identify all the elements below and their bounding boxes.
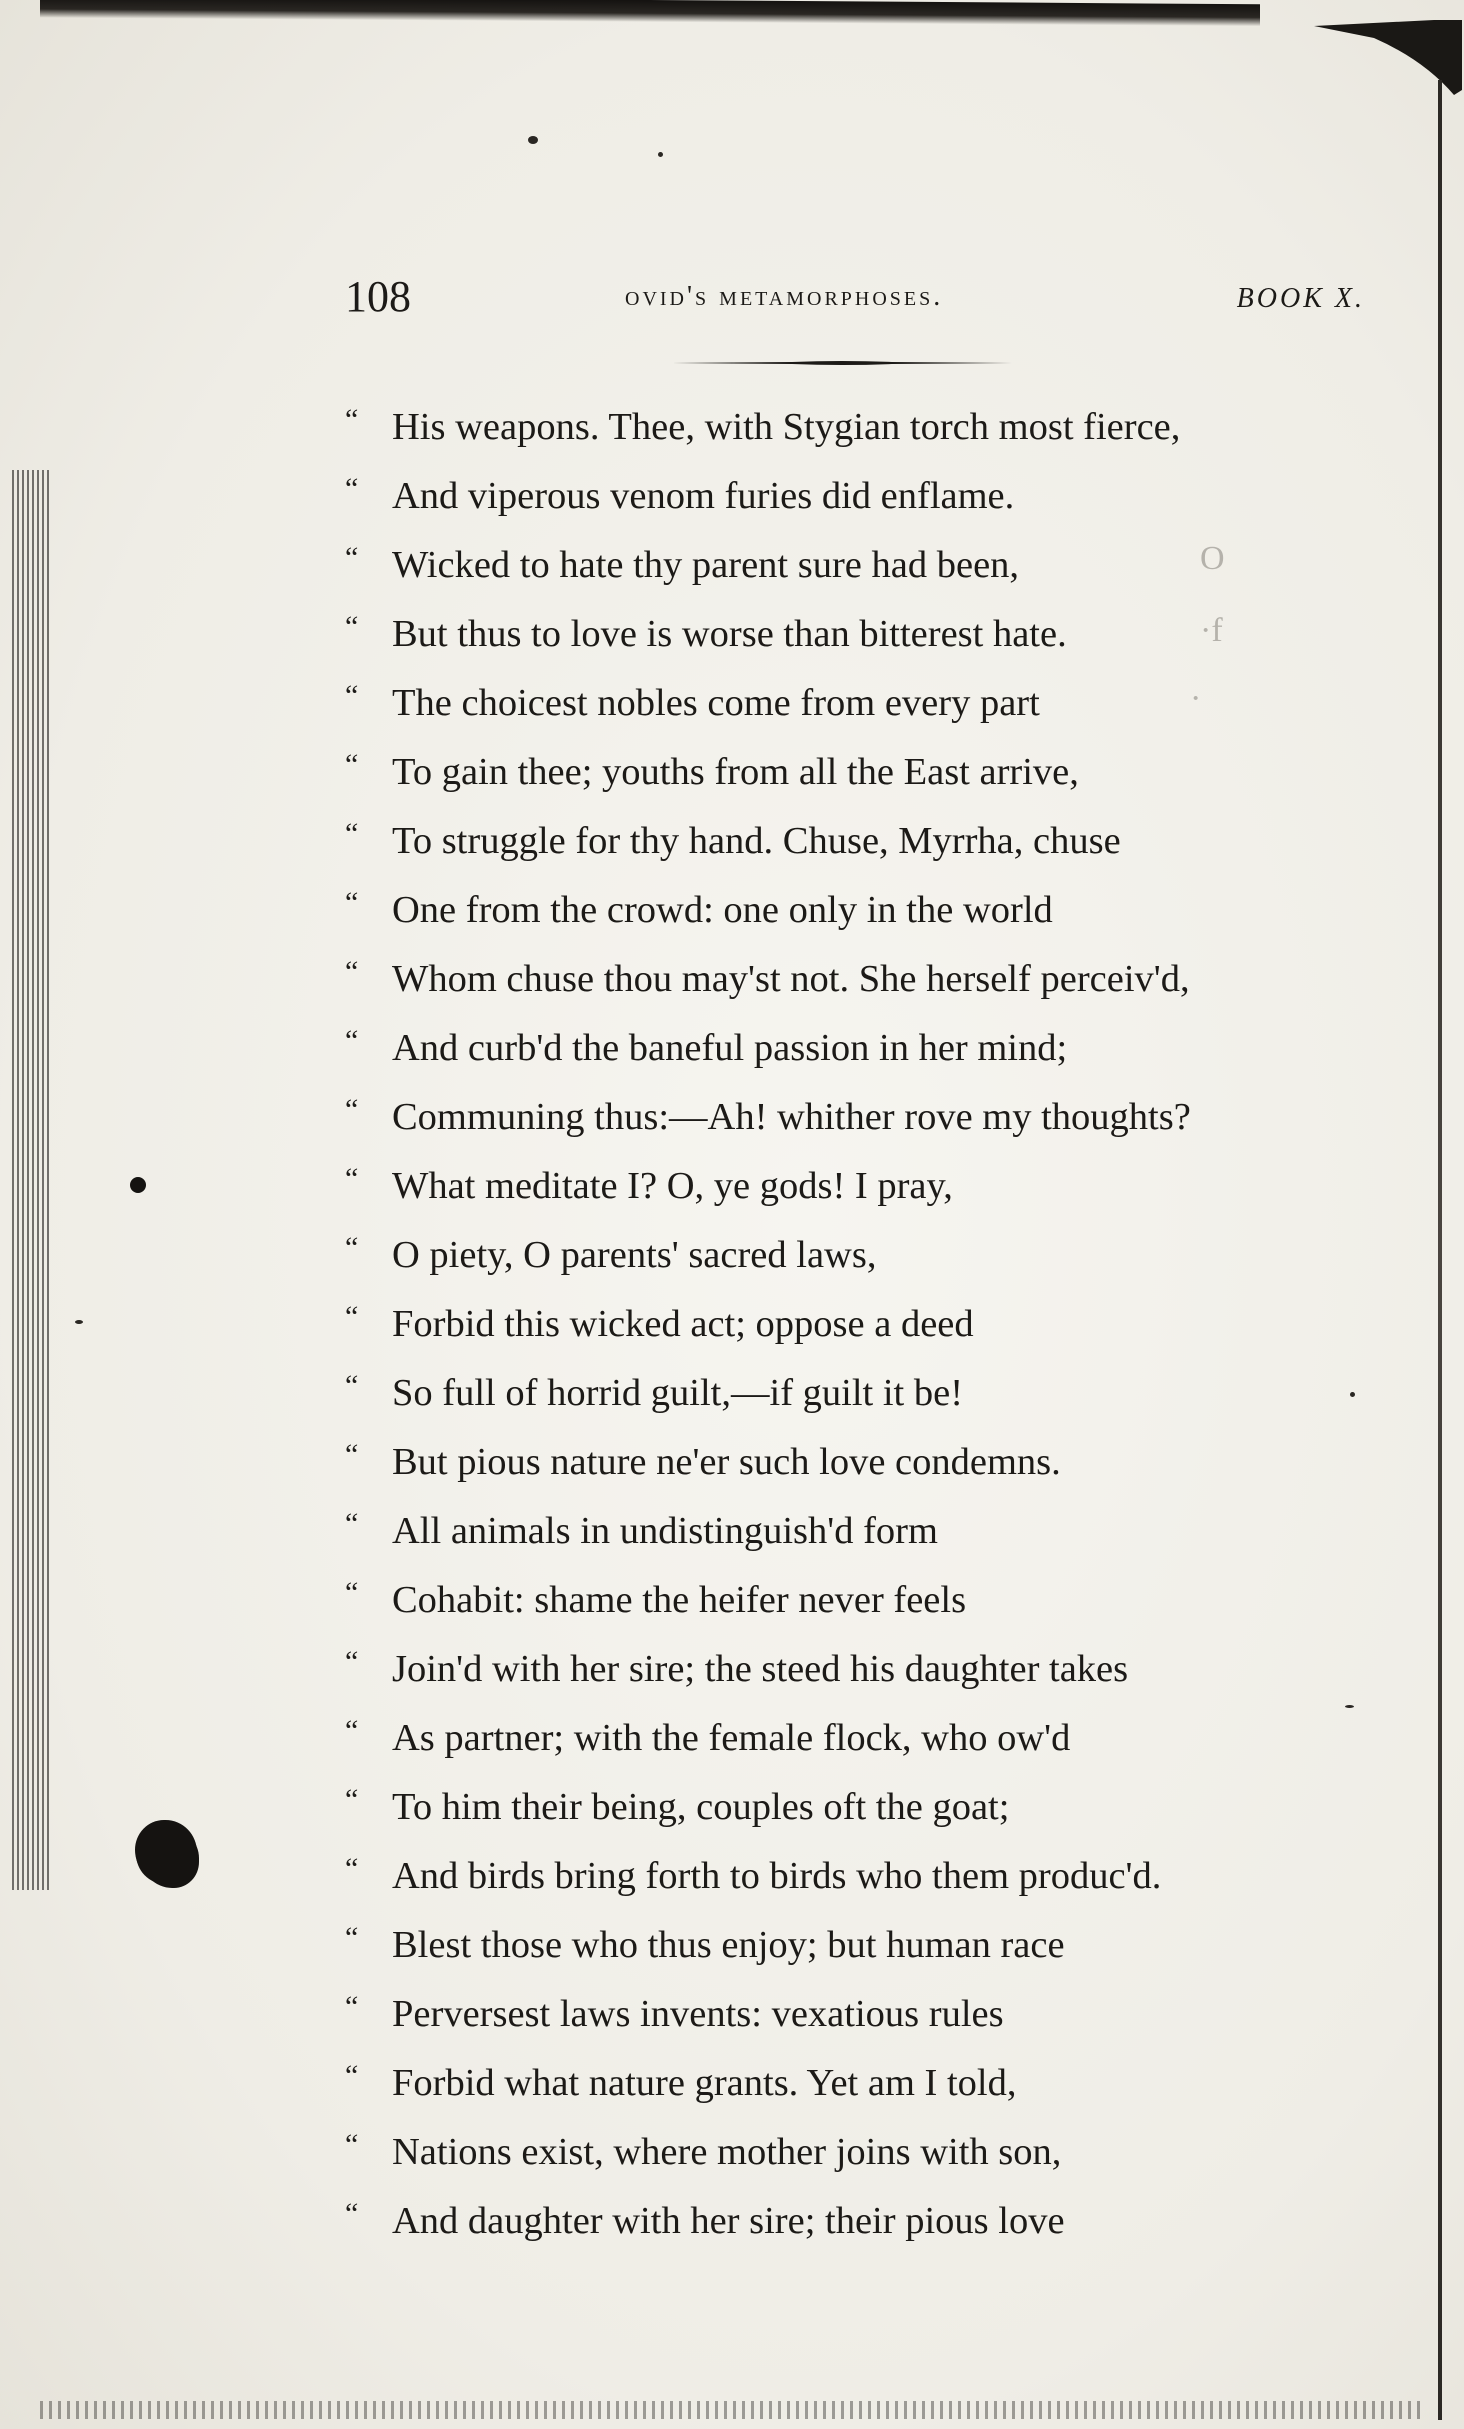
verse-line [345,1364,1385,1433]
opening-quotation-mark: “ [345,1438,359,1471]
opening-quotation-mark: “ [345,886,359,919]
ink-blot [135,1820,197,1884]
verse-line-text: Wicked to hate thy parent sure had been, [392,544,1020,586]
opening-quotation-mark: “ [345,610,359,643]
verse-line-text: Communing thus:—Ah! whither rove my thoughts? [392,1096,1191,1138]
bleed-through-fragment: · [1190,680,1202,717]
opening-quotation-mark: “ [345,955,359,988]
verse-line [345,1778,1385,1847]
verse-line-text: O piety, O parents' sacred laws, [392,1234,877,1276]
verse-line [345,1985,1385,2054]
opening-quotation-mark: “ [345,1162,359,1195]
scan-top-edge-shadow [40,0,1260,26]
verse-line [345,1502,1385,1571]
verse-line [345,398,1385,467]
opening-quotation-mark: “ [345,2128,359,2161]
verse-line [345,1571,1385,1640]
verse-line-text: And daughter with her sire; their pious love [392,2200,1065,2242]
opening-quotation-mark: “ [345,1231,359,1264]
verse-line-text: To him their being, couples oft the goat; [392,1786,1010,1828]
verse-line [345,1847,1385,1916]
verse-line [345,812,1385,881]
verse-line-text: And viperous venom furies did enflame. [392,475,1015,517]
verse-line-text: And curb'd the baneful passion in her mind; [392,1027,1068,1069]
verse-line-text: What meditate I? O, ye gods! I pray, [392,1165,953,1207]
verse-line [345,1226,1385,1295]
verse-line-text: All animals in undistinguish'd form [392,1510,938,1552]
verse-line [345,881,1385,950]
speck [75,1320,83,1324]
opening-quotation-mark: “ [345,1921,359,1954]
verse-text [345,398,1385,2261]
speck [528,136,538,144]
verse-line-text: To struggle for thy hand. Chuse, Myrrha, chuse [392,820,1121,862]
verse-line [345,605,1385,674]
opening-quotation-mark: “ [345,2197,359,2230]
verse-line-text: To gain thee; youths from all the East arrive, [392,751,1079,793]
verse-line [345,1295,1385,1364]
opening-quotation-mark: “ [345,1300,359,1333]
book-label: BOOK X. [1236,283,1365,314]
ink-spot [130,1177,146,1193]
opening-quotation-mark: “ [345,403,359,436]
bleed-through-fragment: ·f [1200,612,1223,649]
verse-line [345,1157,1385,1226]
opening-quotation-mark: “ [345,1783,359,1816]
opening-quotation-mark: “ [345,1645,359,1678]
verse-line [345,467,1385,536]
verse-line [345,2123,1385,2192]
opening-quotation-mark: “ [345,472,359,505]
verse-line-text: Forbid what nature grants. Yet am I told, [392,2062,1017,2104]
verse-line-text: As partner; with the female flock, who ow'd [392,1717,1071,1759]
header-rule [672,360,1012,366]
verse-line [345,1433,1385,1502]
verse-line [345,1709,1385,1778]
verse-line-text: Blest those who thus enjoy; but human race [392,1924,1065,1966]
bleed-through-fragment: O [1200,540,1225,577]
verse-line-text: So full of horrid guilt,—if guilt it be! [392,1372,964,1414]
speck [658,152,663,157]
running-title: ovid's metamorphoses. [625,281,944,312]
verse-line [345,950,1385,1019]
verse-line [345,743,1385,812]
page-header [345,272,1365,322]
verse-line-text: And birds bring forth to birds who them produc'd. [392,1855,1162,1897]
verse-line [345,1640,1385,1709]
verse-line-text: His weapons. Thee, with Stygian torch most fierce, [392,406,1181,448]
scan-left-binding-marks [12,470,52,1890]
opening-quotation-mark: “ [345,1852,359,1885]
verse-line [345,2054,1385,2123]
scan-bottom-edge [40,2401,1420,2419]
scan-right-edge [1438,80,1442,2420]
opening-quotation-mark: “ [345,1714,359,1747]
verse-line [345,1916,1385,1985]
opening-quotation-mark: “ [345,748,359,781]
verse-line-text: The choicest nobles come from every part [392,682,1040,724]
opening-quotation-mark: “ [345,679,359,712]
opening-quotation-mark: “ [345,1990,359,2023]
verse-line [345,1019,1385,1088]
opening-quotation-mark: “ [345,1093,359,1126]
verse-line-text: But pious nature ne'er such love condemns. [392,1441,1061,1483]
verse-line-text: One from the crowd: one only in the world [392,889,1053,931]
page-number: 108 [345,272,411,321]
verse-line [345,536,1385,605]
verse-line-text: Join'd with her sire; the steed his daughter takes [392,1648,1129,1690]
verse-line-text: Nations exist, where mother joins with son, [392,2131,1062,2173]
verse-line [345,1088,1385,1157]
opening-quotation-mark: “ [345,1024,359,1057]
opening-quotation-mark: “ [345,817,359,850]
verse-line-text: But thus to love is worse than bitterest hate. [392,613,1067,655]
opening-quotation-mark: “ [345,1369,359,1402]
opening-quotation-mark: “ [345,1576,359,1609]
verse-line [345,2192,1385,2261]
opening-quotation-mark: “ [345,1507,359,1540]
verse-line [345,674,1385,743]
verse-line-text: Whom chuse thou may'st not. She herself perceiv'd, [392,958,1190,1000]
verse-line-text: Perversest laws invents: vexatious rules [392,1993,1004,2035]
opening-quotation-mark: “ [345,541,359,574]
verse-line-text: Forbid this wicked act; oppose a deed [392,1303,974,1345]
verse-line-text: Cohabit: shame the heifer never feels [392,1579,967,1621]
opening-quotation-mark: “ [345,2059,359,2092]
